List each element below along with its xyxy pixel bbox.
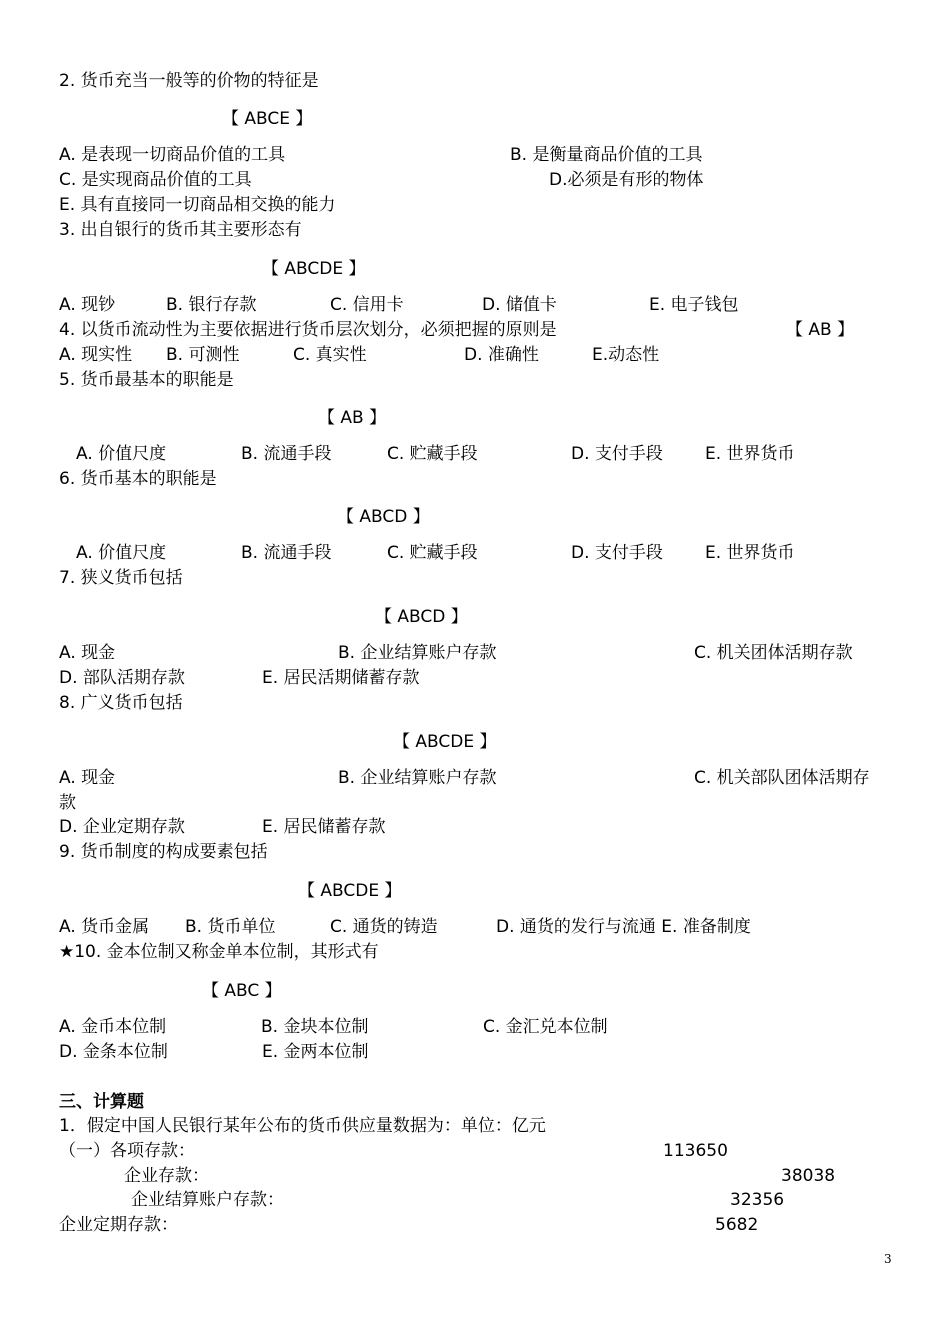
supply-row-value: 5682 — [715, 1215, 759, 1235]
supply-row-value: 113650 — [663, 1141, 728, 1161]
question-9-option-d-e: D. 通货的发行与流通 E. 准备制度 — [496, 917, 751, 937]
question-7-option-d: D. 部队活期存款 — [59, 668, 185, 688]
question-8-option-d: D. 企业定期存款 — [59, 817, 185, 837]
question-7-option-a: A. 现金 — [59, 643, 116, 663]
question-6-option-a: A. 价值尺度 — [76, 543, 167, 563]
question-2-stem: 2. 货币充当一般等的价物的特征是 — [59, 71, 319, 91]
supply-row-label: 企业结算账户存款： — [131, 1190, 284, 1210]
question-6-option-b: B. 流通手段 — [241, 543, 332, 563]
question-7-stem: 7. 狭义货币包括 — [59, 568, 183, 588]
question-6-option-e: E. 世界货币 — [705, 543, 795, 563]
question-5-option-c: C. 贮藏手段 — [387, 444, 478, 464]
supply-row-value: 32356 — [730, 1190, 785, 1210]
question-5-option-d: D. 支付手段 — [571, 444, 663, 464]
question-2-option-a: A. 是表现一切商品价值的工具 — [59, 145, 286, 165]
question-6-option-c: C. 贮藏手段 — [387, 543, 478, 563]
question-3-option-a: A. 现钞 — [59, 295, 116, 315]
question-5-option-e: E. 世界货币 — [705, 444, 795, 464]
question-9-option-a: A. 货币金属 — [59, 917, 150, 937]
question-5-stem: 5. 货币最基本的职能是 — [59, 370, 234, 390]
question-4-answer: 【 AB 】 — [786, 320, 855, 340]
supply-row-label: （一）各项存款： — [59, 1141, 195, 1161]
question-3-option-d: D. 储值卡 — [482, 295, 557, 315]
question-5-option-a: A. 价值尺度 — [76, 444, 167, 464]
question-10-option-a: A. 金币本位制 — [59, 1017, 167, 1037]
question-3-option-c: C. 信用卡 — [330, 295, 404, 315]
supply-row-label: 企业定期存款： — [59, 1215, 178, 1235]
question-8-option-c: C. 机关部队团体活期存 — [694, 768, 870, 788]
question-2-option-d: D.必须是有形的物体 — [549, 170, 704, 190]
question-10-option-d: D. 金条本位制 — [59, 1042, 168, 1062]
question-3-answer: 【 ABCDE 】 — [262, 259, 366, 279]
question-9-option-c: C. 通货的铸造 — [330, 917, 438, 937]
question-4-option-b: B. 可测性 — [166, 345, 240, 365]
question-6-stem: 6. 货币基本的职能是 — [59, 469, 217, 489]
question-8-option-c-continued: 款 — [59, 793, 76, 813]
question-2-option-c: C. 是实现商品价值的工具 — [59, 170, 252, 190]
question-8-answer: 【 ABCDE 】 — [393, 732, 497, 752]
question-9-stem: 9. 货币制度的构成要素包括 — [59, 842, 268, 862]
question-6-option-d: D. 支付手段 — [571, 543, 663, 563]
section-3-heading: 三、计算题 — [59, 1092, 144, 1112]
question-7-option-e: E. 居民活期储蓄存款 — [262, 668, 420, 688]
question-10-option-b: B. 金块本位制 — [261, 1017, 369, 1037]
question-10-answer: 【 ABC 】 — [202, 981, 282, 1001]
question-5-answer: 【 AB 】 — [318, 408, 387, 428]
question-6-answer: 【 ABCD 】 — [337, 507, 430, 527]
question-8-option-e: E. 居民储蓄存款 — [262, 817, 386, 837]
question-8-option-a: A. 现金 — [59, 768, 116, 788]
question-9-answer: 【 ABCDE 】 — [298, 881, 402, 901]
question-5-option-b: B. 流通手段 — [241, 444, 332, 464]
question-7-option-c: C. 机关团体活期存款 — [694, 643, 853, 663]
question-10-stem: ★10. 金本位制又称金单本位制，其形式有 — [59, 942, 379, 962]
question-4-option-d: D. 准确性 — [464, 345, 539, 365]
question-3-stem: 3. 出自银行的货币其主要形态有 — [59, 220, 302, 240]
question-10-option-e: E. 金两本位制 — [262, 1042, 369, 1062]
calc-question-1-stem: 1．假定中国人民银行某年公布的货币供应量数据为：单位：亿元 — [59, 1116, 546, 1136]
supply-row-value: 38038 — [781, 1166, 836, 1186]
question-10-option-c: C. 金汇兑本位制 — [483, 1017, 608, 1037]
question-8-option-b: B. 企业结算账户存款 — [338, 768, 497, 788]
question-9-option-b: B. 货币单位 — [185, 917, 276, 937]
question-8-stem: 8. 广义货币包括 — [59, 693, 183, 713]
question-2-answer: 【 ABCE 】 — [222, 109, 313, 129]
question-2-option-e: E. 具有直接同一切商品相交换的能力 — [59, 195, 336, 215]
question-4-stem: 4. 以货币流动性为主要依据进行货币层次划分，必须把握的原则是 — [59, 320, 557, 340]
page-number: 3 — [884, 1252, 892, 1266]
question-4-option-e: E.动态性 — [592, 345, 660, 365]
question-7-option-b: B. 企业结算账户存款 — [338, 643, 497, 663]
question-3-option-e: E. 电子钱包 — [649, 295, 739, 315]
question-7-answer: 【 ABCD 】 — [375, 607, 468, 627]
supply-row-label: 企业存款： — [124, 1166, 209, 1186]
question-4-option-c: C. 真实性 — [293, 345, 367, 365]
question-2-option-b: B. 是衡量商品价值的工具 — [510, 145, 703, 165]
question-4-option-a: A. 现实性 — [59, 345, 133, 365]
question-3-option-b: B. 银行存款 — [166, 295, 257, 315]
